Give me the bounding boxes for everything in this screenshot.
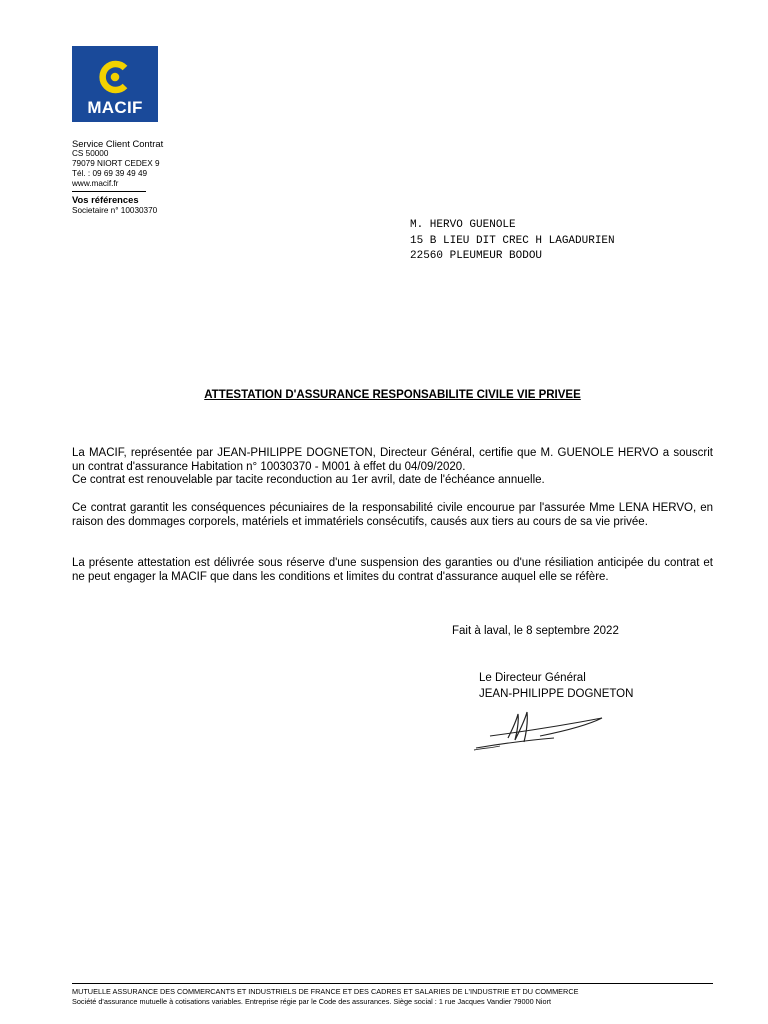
societaire-number: Societaire n° 10030370 [72,206,158,215]
signatory-block [479,670,633,702]
references-title: Vos références [72,194,139,205]
signatory-role: Le Directeur Général [479,672,586,684]
handwritten-signature [470,702,610,758]
signatory-name: JEAN-PHILIPPE DOGNETON [479,688,634,700]
sender-cs: CS 50000 [72,149,109,158]
sender-city: 79079 NIORT CEDEX 9 [72,159,160,168]
sender-website: www.macif.fr [72,179,119,188]
logo-wordmark: MACIF [87,98,143,117]
paragraph-reservation: La présente attestation est délivrée sous réserve d'une suspension des garanties ou d'une résiliation anticipée du contrat et ne peut engager la MACIF que dans les conditions et limites du contrat d'assurance auquel elle se réfère. [72,557,713,583]
paragraph-guarantee: Ce contrat garantit les conséquences pécuniaires de la responsabilité civile encourue par l'assurée Mme LENA HERVO, en raison des dommages corporels, matériels et immatériels consécutifs, causés aux tiers au cours de sa vie privée. [72,502,713,528]
sender-service: Service Client Contrat [72,138,164,149]
sender-block [72,138,163,189]
footer-line1: MUTUELLE ASSURANCE DES COMMERCANTS ET INDUSTRIELS DE FRANCE ET DES CADRES ET SALARIES DE L'INDUSTRIE ET DU COMMERCE [72,987,579,996]
footer-line2: Société d'assurance mutuelle à cotisations variables. Entreprise régie par le Code des assurances. Siège social : 1 rue Jacques Vandier 79000 Niort [72,997,552,1006]
footer [72,987,578,1007]
document-title: ATTESTATION D'ASSURANCE RESPONSABILITE CIVILE VIE PRIVEE [204,389,581,401]
macif-logo [72,46,158,122]
paragraph-contract [72,447,713,488]
sender-phone: Tél. : 09 69 39 49 49 [72,169,148,178]
footer-divider [72,983,713,984]
sender-divider [72,191,146,192]
recipient-name: M. HERVO GUENOLE [410,219,516,231]
paragraph-contract-text: La MACIF, représentée par JEAN-PHILIPPE DOGNETON, Directeur Général, certifie que M. GUENOLE HERVO a souscrit un contrat d'assurance Habitation n° 10030370 - M001 à effet du 04/09/2020. [72,447,713,473]
recipient-address [410,218,615,265]
paragraph-contract-renewal: Ce contrat est renouvelable par tacite reconduction au 1er avril, date de l'échéance annuelle. [72,474,545,487]
references-block [72,194,157,216]
place-date: Fait à laval, le 8 septembre 2022 [452,625,619,637]
recipient-street: 15 B LIEU DIT CREC H LAGADURIEN [410,234,615,247]
recipient-city: 22560 PLEUMEUR BODOU [410,250,543,262]
